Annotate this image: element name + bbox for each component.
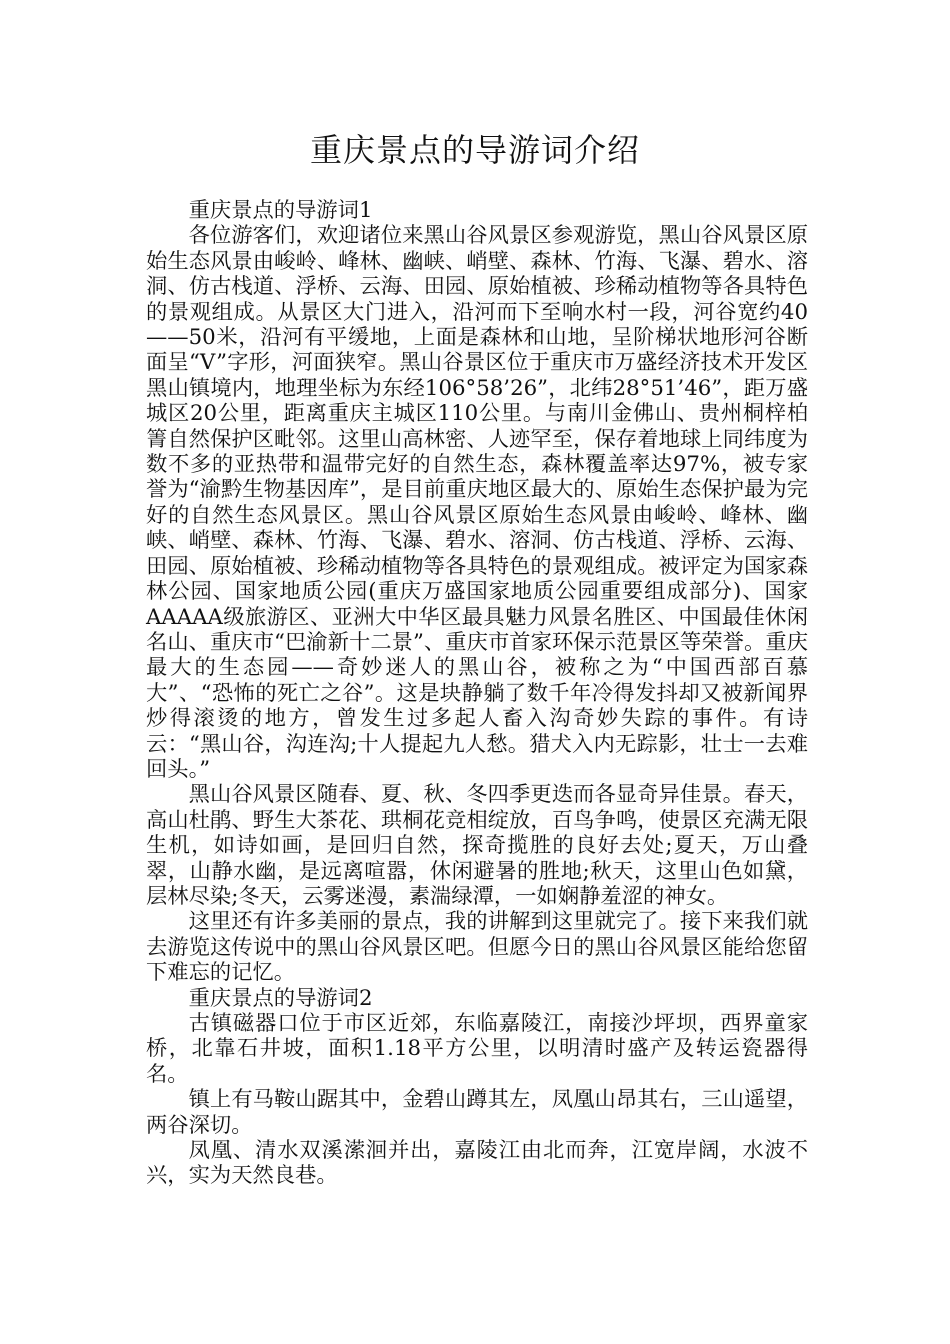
document-title: 重庆景点的导游词介绍	[309, 131, 640, 169]
paragraph-ciqikou-rivers: 凤凰、清水双溪潆洄并出，嘉陵江由北而奔，江宽岸阔，水波不兴，实为天然良巷。	[146, 1138, 808, 1189]
section-heading-1: 重庆景点的导游词1	[188, 198, 373, 223]
section-heading-2: 重庆景点的导游词2	[188, 985, 373, 1011]
paragraph-intro: 各位游客们，欢迎诸位来黑山谷风景区参观游览，黑山谷风景区原始生态风景由峻岭、峰林、幽峡、峭壁、森林、竹海、飞瀑、碧水、溶洞、仿古栈道、浮桥、云海、田园、原始植被、珍稀动植物等各具特色的景观组成。从景区大门进入，沿河而下至响水村一段，河谷宽约40——50米，沿河有平缓地，上面是森林和山地，呈阶梯状地形河谷断面呈“V”字形，河面狭窄。黑山谷景区位于重庆市万盛经济技术开发区黑山镇境内，地理坐标为东经106°58’26”，北纬28°51’46”，距万盛城区20公里，距离重庆主城区110公里。与南川金佛山、贵州桐梓柏箐自然保护区毗邻。这里山高林密、人迹罕至，保存着地球上同纬度为数不多的亚热带和温带完好的自然生态，森林覆盖率达97%，被专家誉为“渝黔生物基因库”，是目前重庆地区最大的、原始生态保护最为完好的自然生态风景区。黑山谷风景区原始生态风景由峻岭、峰林、幽峡、峭壁、森林、竹海、飞瀑、碧水、溶洞、仿古栈道、浮桥、云海、田园、原始植被、珍稀动植物等各具特色的景观组成。被评定为国家森林公园、国家地质公园(重庆万盛国家地质公园重要组成部分)、国家AAAAA级旅游区、亚洲大中华区最具魅力风景名胜区、中国最佳休闲名山、重庆市“巴渝新十二景”、重庆市首家环保示范景区等荣誉。重庆最大的生态园——奇妙迷人的黑山谷，被称之为“中国西部百慕大”、“恐怖的死亡之谷”。这是块静躺了数千年冷得发抖却又被新闻界炒得滚烫的地方，曾发生过多起人畜入沟奇妙失踪的事件。有诗云：“黑山谷，沟连沟;十人提起九人愁。猎犬入内无踪影，壮士一去难回头。”	[146, 223, 808, 782]
paragraph-closing: 这里还有许多美丽的景点，我的讲解到这里就完了。接下来我们就去游览这传说中的黑山谷风景区吧。但愿今日的黑山谷风景区能给您留下难忘的记忆。	[146, 909, 808, 986]
paragraph-ciqikou-mountains: 镇上有马鞍山踞其中，金碧山蹲其左，凤凰山昂其右，三山遥望，两谷深切。	[146, 1087, 808, 1138]
paragraph-ciqikou-location: 古镇磁器口位于市区近郊，东临嘉陵江，南接沙坪坝，西界童家桥，北靠石井坡，面积1.18平方公里，以明清时盛产及转运瓷器得名。	[146, 1011, 808, 1087]
document-body	[146, 198, 808, 1189]
paragraph-seasons: 黑山谷风景区随春、夏、秋、冬四季更迭而各显奇异佳景。春天，高山杜鹃、野生大茶花、珙桐花竞相绽放，百鸟争鸣，使景区充满无限生机，如诗如画，是回归自然，探奇揽胜的良好去处;夏天，万山叠翠，山静水幽，是远离喧嚣，休闲避暑的胜地;秋天，这里山色如黛，层林尽染;冬天，云雾迷漫，素湍绿潭，一如娴静羞涩的神女。	[146, 782, 808, 909]
